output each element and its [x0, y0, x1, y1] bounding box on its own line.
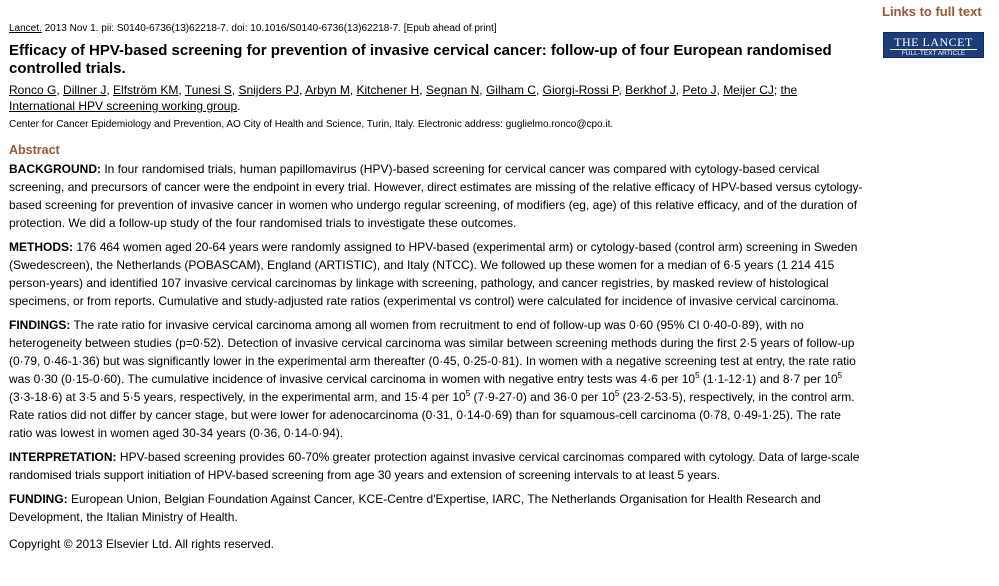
- section-text: (1·1-12·1) and 8·7 per 10: [699, 372, 838, 386]
- abstract-methods: [9, 238, 865, 310]
- author-link[interactable]: Ronco G: [9, 83, 57, 97]
- section-text: The rate ratio for invasive cervical carcinoma among all women from recruitment to end of follow-up was 0·60 (95% CI 0·40-0·89), with no heterogeneity between studies (p=0·52). Detection of invasive cervical carcinoma was similar between screening methods during the first 2·5 years of follow-up (0·79, 0·46-1·36) but was significantly lower in the experimental arm thereafter (0·45, 0·25-0·81). In women with a negative screening test at entry, the rate ratio was 0·30 (0·15-0·60). The cumulative incidence of invasive cervical carcinoma in women with negative entry tests was 4·6 per 10: [9, 318, 856, 386]
- author-link[interactable]: Berkhof J: [625, 83, 676, 97]
- section-label: METHODS:: [9, 240, 73, 254]
- abstract-interpretation: [9, 448, 865, 484]
- author-link[interactable]: Peto J: [682, 83, 717, 97]
- section-text: HPV-based screening provides 60-70% greater protection against invasive cervical carcinomas compared with cytology. Data of large-scale randomised trials support initiation of HPV-based screening from age 30 years and extension of screening intervals to at least 5 years.: [9, 450, 860, 482]
- abstract-background: [9, 160, 865, 232]
- copyright: Copyright © 2013 Elsevier Ltd. All rights reserved.: [9, 537, 274, 551]
- citation-details: 2013 Nov 1. pii: S0140-6736(13)62218-7. doi: 10.1016/S0140-6736(13)62218-7. [Epub ahead of print]: [41, 23, 497, 34]
- links-heading: Links to full text: [882, 4, 982, 19]
- superscript: 5: [695, 371, 700, 380]
- author-link[interactable]: Snijders PJ: [238, 83, 300, 97]
- section-text: (3·3-18·6) at 3·5 and 5·5 years, respectively, in the experimental arm, and 15·4 per 10: [9, 390, 466, 404]
- article-title: Efficacy of HPV-based screening for prevention of invasive cervical cancer: follow-up of four European randomised controlled trials.: [9, 42, 832, 77]
- full-text-sidebar: [882, 4, 994, 58]
- abstract-funding: [9, 490, 865, 526]
- section-label: BACKGROUND:: [9, 162, 101, 176]
- author-link[interactable]: Dillner J: [63, 83, 107, 97]
- author-link[interactable]: Kitchener H: [356, 83, 420, 97]
- lancet-logo-text: THE LANCET: [894, 35, 973, 49]
- main-content: [9, 22, 865, 552]
- author-link[interactable]: Arbyn M: [305, 83, 350, 97]
- author-link[interactable]: Tunesi S: [184, 83, 232, 97]
- section-text: (23·2-53·5), respectively, in the control arm. Rate ratios did not differ by cancer stage, but were lower for adenocarcinoma (0·31, 0·14-0·69) than for squamous-cell carcinoma (0·78, 0·49-1·25). The rate ratio was lowest in women aged 30-34 years (0·36, 0·14-0·94).: [9, 390, 855, 440]
- section-label: INTERPRETATION:: [9, 450, 117, 464]
- affiliation: Center for Cancer Epidemiology and Prevention, AO City of Health and Science, Turin, Italy. Electronic address: guglielmo.ronco@cpo.it.: [9, 119, 614, 130]
- abstract-heading: Abstract: [9, 143, 60, 157]
- superscript: 5: [837, 371, 843, 380]
- section-text: In four randomised trials, human papillomavirus (HPV)-based screening for cervical cancer was compared with cytology-based cervical screening, and precursors of cancer were the endpoint in every trial. However, direct estimates are missing of the relative efficacy of HPV-based versus cytology-based screening for prevention of invasive cancer in women who undergo regular screening, of modifiers (eg, age) of this relative efficacy, and of the duration of protection. We did a follow-up study of the four randomised trials to investigate these outcomes.: [9, 162, 863, 230]
- journal-link[interactable]: Lancet.: [9, 23, 42, 34]
- section-text: 176 464 women aged 20-64 years were randomly assigned to HPV-based (experimental arm) or cytology-based (control arm) screening in Sweden (Swedescreen), the Netherlands (POBASCAM), England (ARTISTIC), and Italy (NTCC). We followed up these women for a median of 6·5 years (1 214 415 person-years) and identified 107 invasive cervical carcinomas by linkage with screening, pathology, and cancer registries, by masked review of histological specimens, or from reports. Cumulative and study-adjusted rate ratios (experimental vs control) were calculated for incidence of invasive cervical carcinoma.: [9, 240, 858, 308]
- author-link[interactable]: Giorgi-Rossi P: [542, 83, 619, 97]
- section-text: European Union, Belgian Foundation Against Cancer, KCE-Centre d'Expertise, IARC, The Netherlands Organisation for Health Research and Development, the Italian Ministry of Health.: [9, 492, 821, 524]
- author-link[interactable]: Meijer CJ: [723, 83, 774, 97]
- abstract-findings: [9, 316, 865, 442]
- superscript: 5: [465, 389, 471, 398]
- superscript: 5: [614, 389, 620, 398]
- author-link[interactable]: Segnan N: [425, 83, 480, 97]
- section-text: (7·9-27·0) and 36·0 per 10: [470, 390, 615, 404]
- lancet-subtext: FULL-TEXT ARTICLE: [890, 49, 977, 58]
- author-link[interactable]: Gilham C: [485, 83, 536, 97]
- section-label: FUNDING:: [9, 492, 68, 506]
- author-link[interactable]: Elfström KM: [113, 83, 179, 97]
- lancet-full-text-button[interactable]: [883, 32, 984, 58]
- section-label: FINDINGS:: [9, 318, 71, 332]
- citation: [9, 22, 865, 36]
- author-group-link[interactable]: the International HPV screening working group: [9, 83, 798, 113]
- author-list: Ronco G, Dillner J, Elfström KM, Tunesi S, Snijders PJ, Arbyn M, Kitchener H, Segnan N, Gilham C, Giorgi-Rossi P, Berkhof J, Peto J, Meijer CJ; the International HPV screening working group.: [9, 83, 798, 113]
